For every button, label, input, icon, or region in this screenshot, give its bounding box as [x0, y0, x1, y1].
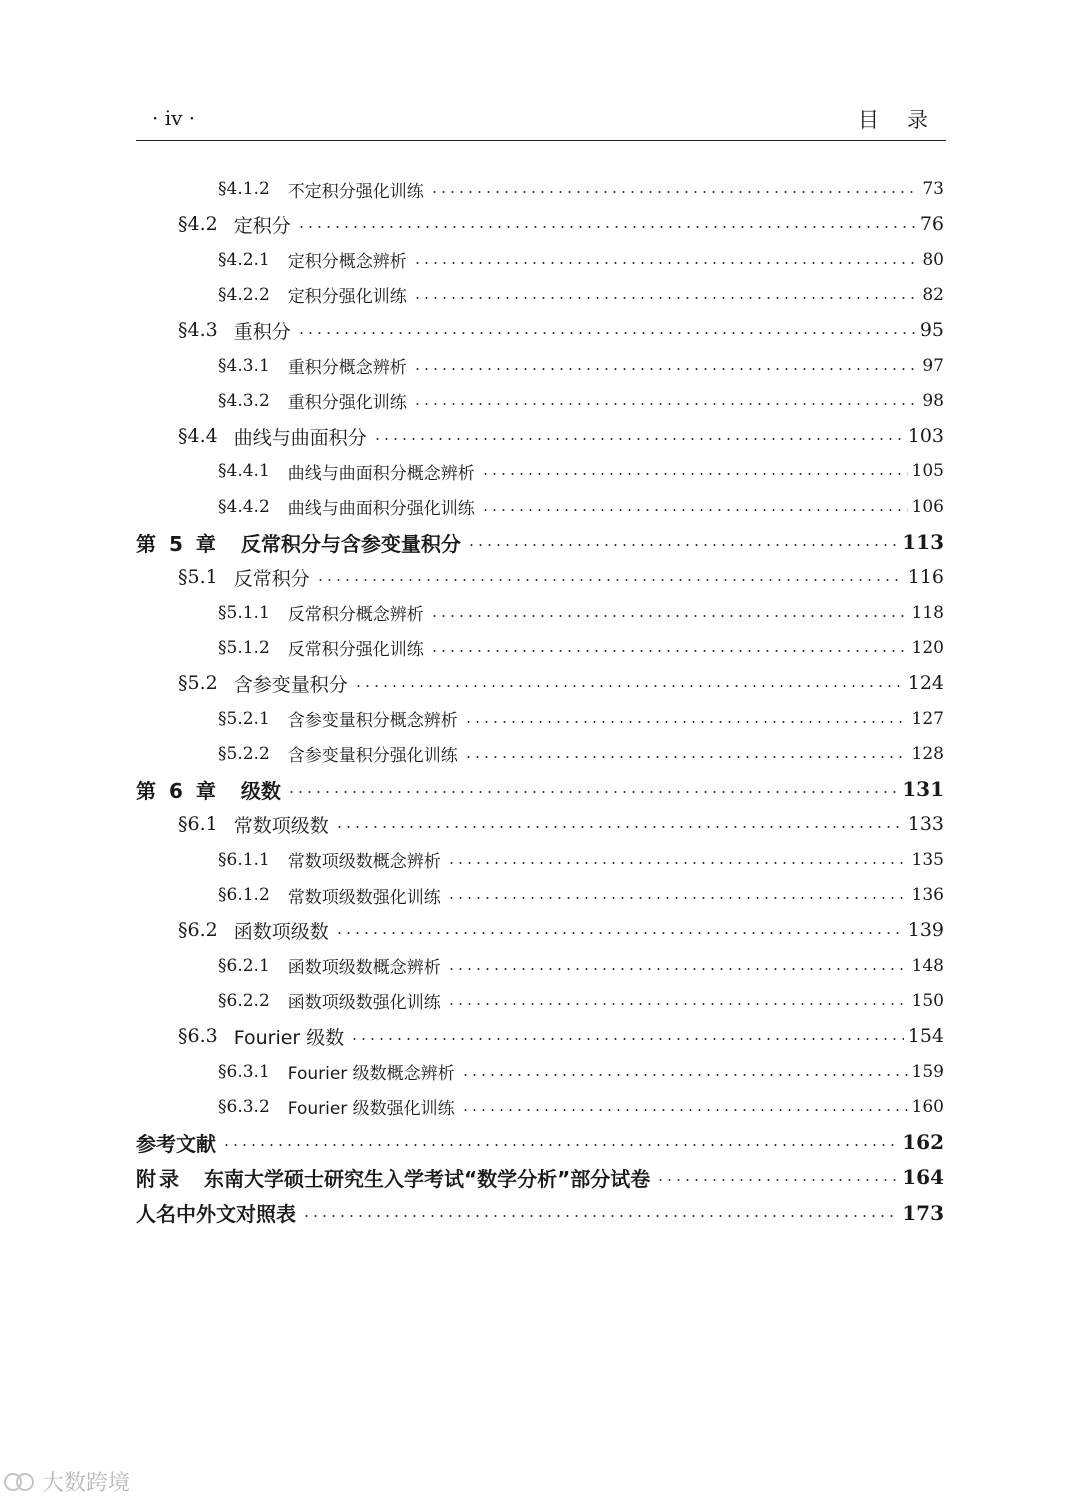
dot-leader [297, 332, 916, 334]
toc-entry-number: §4.3 [178, 319, 218, 342]
toc-entry-title: 常数项级数 [233, 814, 329, 837]
toc-entry-page: 105 [911, 461, 944, 482]
dot-leader [413, 297, 919, 299]
toc-entry-number: §4.4 [178, 425, 218, 448]
toc-entry-number: §5.1.1 [218, 602, 270, 623]
toc-entry [136, 525, 944, 559]
dot-leader [335, 826, 904, 828]
toc-entry-number: §4.2.2 [218, 284, 270, 305]
dot-leader [481, 509, 908, 511]
toc-entry-page: 164 [902, 1165, 944, 1190]
toc-entry-number: §6.2.2 [218, 990, 270, 1011]
toc-entry-number: §6.3.1 [218, 1061, 270, 1082]
dot-leader [464, 721, 908, 723]
page-header [136, 100, 956, 141]
dot-leader [297, 226, 916, 228]
dot-leader [430, 650, 908, 652]
toc-entry-title: 东南大学硕士研究生入学考试“数学分析”部分试卷 [204, 1166, 651, 1191]
dot-leader [481, 473, 908, 475]
toc-entry [218, 278, 944, 312]
dot-leader [467, 544, 898, 546]
toc-entry-page: 162 [902, 1130, 944, 1155]
toc-entry-title: Fourier 级数概念辨析 [287, 1064, 455, 1084]
toc-entry-title: 定积分 [233, 214, 291, 237]
toc-entry-page: 127 [911, 708, 944, 729]
toc-entry-page: 136 [911, 885, 944, 905]
toc-entry [218, 349, 944, 383]
toc-entry-number: 第 6 章 [136, 778, 219, 803]
dot-leader [335, 932, 904, 934]
toc-entry-number: §6.3.2 [218, 1096, 270, 1117]
toc-entry [178, 913, 944, 947]
toc-entry-title: 反常积分概念辨析 [287, 605, 424, 626]
toc-entry-number: §4.4.1 [218, 461, 270, 482]
dot-leader [447, 862, 908, 864]
dot-leader [413, 403, 919, 405]
toc-entry [178, 666, 944, 700]
dot-leader [461, 1109, 908, 1111]
dot-leader [373, 438, 904, 440]
toc-entry [218, 243, 944, 277]
toc-entry-number: §5.2 [178, 672, 218, 695]
toc-entry-number: §4.1.2 [218, 179, 270, 199]
toc-entry [218, 984, 944, 1018]
toc-entry-page: 154 [907, 1025, 944, 1048]
toc-entry-number: §4.4.2 [218, 496, 270, 517]
toc-entry [218, 843, 944, 877]
toc-entry-page: 120 [911, 637, 944, 658]
dot-leader [461, 1074, 908, 1076]
toc-entry-title: 不定积分强化训练 [287, 181, 424, 202]
toc-entry [136, 1160, 944, 1194]
toc-entry-number: §6.2.1 [218, 955, 270, 976]
toc-entry-title: 函数项级数概念辨析 [287, 958, 441, 979]
toc-entry-number: §5.1.2 [218, 637, 270, 658]
toc-entry-title: 反常积分与含参变量积分 [240, 531, 461, 556]
dot-leader [464, 756, 908, 758]
header-title: 目录 [858, 108, 956, 132]
page-number: · iv · [152, 106, 196, 130]
toc-entry-page: 116 [907, 566, 944, 589]
toc-entry [218, 596, 944, 630]
dot-leader [222, 1144, 898, 1146]
watermark-text: 大数跨境 [42, 1471, 131, 1496]
toc-entry-page: 103 [907, 425, 944, 448]
dot-leader [413, 368, 919, 370]
toc-entry [218, 631, 944, 665]
toc-entry-title: 曲线与曲面积分概念辨析 [287, 463, 475, 484]
toc-entry-title: 重积分概念辨析 [287, 358, 407, 378]
toc-entry-page: 173 [902, 1200, 944, 1225]
dot-leader [656, 1179, 898, 1181]
toc-entry [218, 737, 944, 771]
dot-leader [447, 897, 908, 899]
toc-entry-title: 参考文献 [136, 1131, 216, 1156]
toc-entry-page: 82 [922, 284, 944, 305]
toc-entry [136, 1125, 944, 1159]
toc-entry-number: §5.2.1 [218, 708, 270, 729]
dot-leader [447, 1003, 908, 1005]
toc-entry-title: 含参变量积分概念辨析 [287, 711, 458, 731]
toc-entry-page: 118 [911, 602, 944, 623]
toc-entry-page: 80 [922, 249, 944, 270]
toc-entry [218, 1090, 944, 1124]
toc-entry-title: 重积分强化训练 [287, 393, 407, 414]
toc-entry [178, 419, 944, 453]
toc-entry-title: 常数项级数概念辨析 [287, 852, 441, 873]
watermark-logo-icon [4, 1469, 38, 1495]
toc-entry-title: 重积分 [233, 320, 291, 343]
toc-entry-title: 常数项级数强化训练 [287, 887, 441, 908]
toc-entry-title: 定积分强化训练 [287, 287, 407, 308]
toc-entry-number: §4.2.1 [218, 249, 270, 270]
toc-entry-number: §4.3.2 [218, 390, 270, 411]
toc-entry [178, 560, 944, 594]
toc-entry-title: 人名中外文对照表 [136, 1202, 296, 1227]
toc-entry-number: §4.3.1 [218, 355, 270, 376]
toc-entry-number: §6.1 [178, 813, 218, 836]
toc-entry-page: 124 [907, 672, 944, 695]
dot-leader [302, 1215, 898, 1217]
toc-entry-number: 第 5 章 [136, 531, 219, 556]
toc-entry-title: 曲线与曲面积分 [233, 426, 367, 449]
toc-entry-page: 106 [911, 496, 944, 517]
toc-entry-page: 76 [919, 213, 944, 236]
toc-entry-page: 131 [902, 777, 944, 802]
toc-entry-page: 135 [911, 849, 944, 870]
dot-leader [350, 1038, 903, 1040]
toc-entry-number: §5.1 [178, 566, 218, 589]
toc-entry [218, 172, 944, 206]
toc-entry-page: 159 [911, 1061, 944, 1082]
dot-leader [287, 791, 898, 793]
dot-leader [316, 579, 904, 581]
toc-entry [136, 772, 944, 806]
dot-leader [354, 685, 904, 687]
toc-entry-title: 曲线与曲面积分强化训练 [287, 499, 475, 520]
toc-entry-number: 附录 [136, 1166, 182, 1191]
toc-entry-page: 73 [922, 179, 944, 199]
toc-entry [178, 807, 944, 841]
toc-entry [218, 490, 944, 524]
toc-entry [136, 1196, 944, 1230]
dot-leader [430, 191, 919, 193]
toc-entry-title: 反常积分 [233, 567, 310, 590]
toc-entry-page: 95 [919, 319, 944, 342]
toc-entry-title: 定积分概念辨析 [287, 252, 407, 273]
toc-entry-number: §4.2 [178, 213, 218, 236]
toc-entry-title: 级数 [240, 778, 281, 803]
toc-entry-title: Fourier 级数 [233, 1026, 345, 1049]
toc-entry-number: §6.2 [178, 919, 218, 942]
toc-entry-number: §6.3 [178, 1025, 218, 1048]
toc-entry-page: 150 [911, 990, 944, 1011]
toc-entry [218, 454, 944, 488]
toc-entry-page: 160 [911, 1096, 944, 1117]
toc-entry [218, 878, 944, 912]
watermark [4, 1466, 130, 1497]
toc-entry [178, 313, 944, 347]
toc-entry-number: §5.2.2 [218, 743, 270, 764]
toc-entry-page: 113 [902, 530, 944, 554]
toc-entry [218, 949, 944, 983]
toc-entry-title: 反常积分强化训练 [287, 640, 424, 661]
toc-entry [218, 702, 944, 736]
toc-entry-title: 含参变量积分 [233, 673, 348, 696]
dot-leader [413, 262, 919, 264]
toc-entry-number: §6.1.2 [218, 885, 270, 905]
toc-entry-title: 函数项级数 [233, 920, 329, 943]
dot-leader [430, 615, 908, 617]
toc-entry-page: 97 [922, 355, 944, 376]
toc-entry [218, 1055, 944, 1089]
toc-entry [218, 384, 944, 418]
toc-entry [178, 207, 944, 241]
toc-entry-number: §6.1.1 [218, 849, 270, 870]
toc-entry-title: 含参变量积分强化训练 [287, 746, 458, 767]
toc-entry-page: 148 [911, 955, 944, 976]
toc-entry [178, 1019, 944, 1053]
toc-entry-page: 128 [911, 743, 944, 764]
toc-entry-page: 98 [922, 390, 944, 411]
toc-entry-title: Fourier 级数强化训练 [287, 1099, 455, 1120]
toc-entry-title: 函数项级数强化训练 [287, 993, 441, 1014]
toc-entry-page: 133 [907, 813, 944, 836]
toc-entry-page: 139 [907, 919, 944, 942]
dot-leader [447, 968, 908, 970]
